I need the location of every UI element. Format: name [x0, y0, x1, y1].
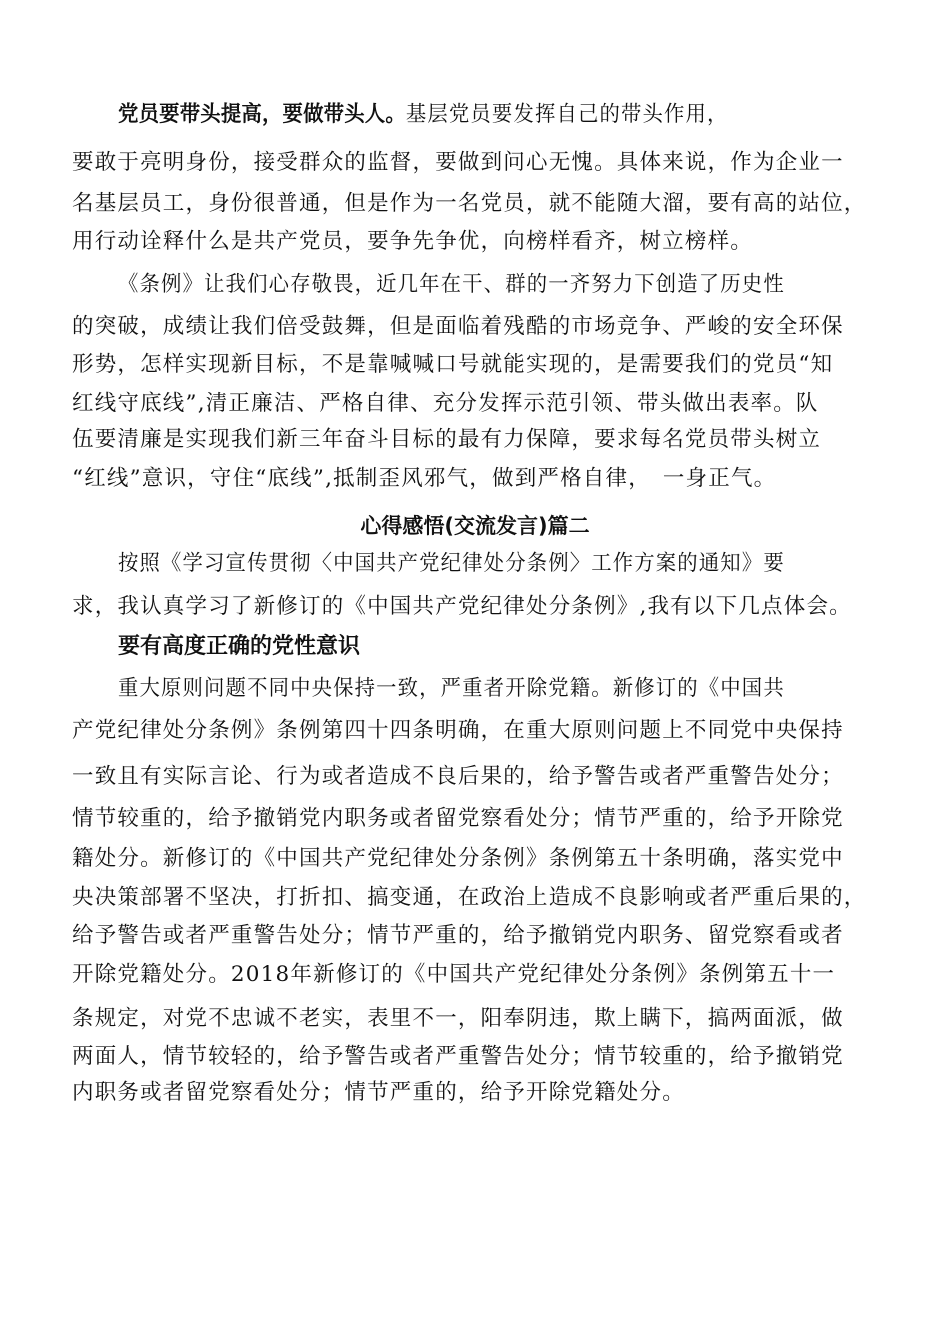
subheading: 要有高度正确的党性意识 — [118, 634, 361, 659]
paragraph-2-line-1: 《条例》让我们心存敬畏，近几年在干、群的一齐努力下创造了历史性 — [118, 272, 785, 297]
paragraph-1-line-2: 要敢于亮明身份，接受群众的监督，要做到问心无愧。具体来说，作为企业一 — [72, 150, 844, 175]
section-title: 心得感悟(交流发言)篇二 — [360, 514, 590, 538]
paragraph-2-line-3: 形势，怎样实现新目标，不是靠喊喊口号就能实现的，是需要我们的党员“知 — [72, 352, 834, 377]
paragraph-4-line-6: 央决策部署不坚决，打折扣、搞变通，在政治上造成不良影响或者严重后果的， — [72, 885, 867, 910]
paragraph-3-line-2: 求，我认真学习了新修订的《中国共产党纪律处分条例》,我有以下几点体会。 — [72, 594, 852, 619]
paragraph-2-line-4: 红线守底线”,清正廉洁、严格自律、充分发挥示范引领、带头做出表率。队 — [72, 391, 819, 416]
paragraph-4-line-8: 开除党籍处分。2018年新修订的《中国共产党纪律处分条例》条例第五十一 — [72, 962, 836, 987]
paragraph-1-line-4: 用行动诠释什么是共产党员，要争先争优，向榜样看齐，树立榜样。 — [72, 229, 754, 254]
paragraph-1-line-3: 名基层员工，身份很普通，但是作为一名党员，就不能随大溜，要有高的站位， — [72, 191, 867, 216]
paragraph-2-line-5: 伍要清廉是实现我们新三年奋斗目标的最有力保障，要求每名党员带头树立 — [72, 427, 822, 452]
paragraph-1-line-1 — [118, 100, 895, 130]
paragraph-1-lead-rest: 基层党员要发挥自己的带头作用， — [405, 102, 729, 127]
paragraph-4-line-1: 重大原则问题不同中央保持一致，严重者开除党籍。新修订的《中国共 — [118, 676, 785, 701]
paragraph-4-line-10: 两面人，情节较轻的，给予警告或者严重警告处分；情节较重的，给予撤销党 — [72, 1044, 844, 1069]
paragraph-4-line-9: 条规定，对党不忠诚不老实，表里不一，阳奉阴违，欺上瞒下，搞两面派，做 — [72, 1006, 844, 1031]
paragraph-4-line-5: 籍处分。新修订的《中国共产党纪律处分条例》条例第五十条明确，落实党中 — [72, 846, 844, 871]
paragraph-2-line-6: “红线”意识，守住“底线”,抵制歪风邪气，做到严格自律， 一身正气。 — [72, 466, 777, 491]
paragraph-4-line-4: 情节较重的，给予撤销党内职务或者留党察看处分；情节严重的，给予开除党 — [72, 806, 844, 831]
paragraph-4-line-2: 产党纪律处分条例》条例第四十四条明确，在重大原则问题上不同党中央保持 — [72, 718, 844, 743]
paragraph-3-line-1: 按照《学习宣传贯彻〈中国共产党纪律处分条例〉工作方案的通知》要 — [118, 551, 785, 576]
paragraph-2-line-2: 的突破，成绩让我们倍受鼓舞，但是面临着残酷的市场竞争、严峻的安全环保 — [72, 314, 844, 339]
paragraph-4-line-3: 一致且有实际言论、行为或者造成不良后果的，给予警告或者严重警告处分； — [72, 764, 844, 789]
paragraph-4-line-11: 内职务或者留党察看处分；情节严重的，给予开除党籍处分。 — [72, 1080, 685, 1105]
paragraph-1-bold-lead: 党员要带头提高，要做带头人。 — [118, 102, 406, 127]
paragraph-4-line-7: 给予警告或者严重警告处分；情节严重的，给予撤销党内职务、留党察看或者 — [72, 923, 844, 948]
